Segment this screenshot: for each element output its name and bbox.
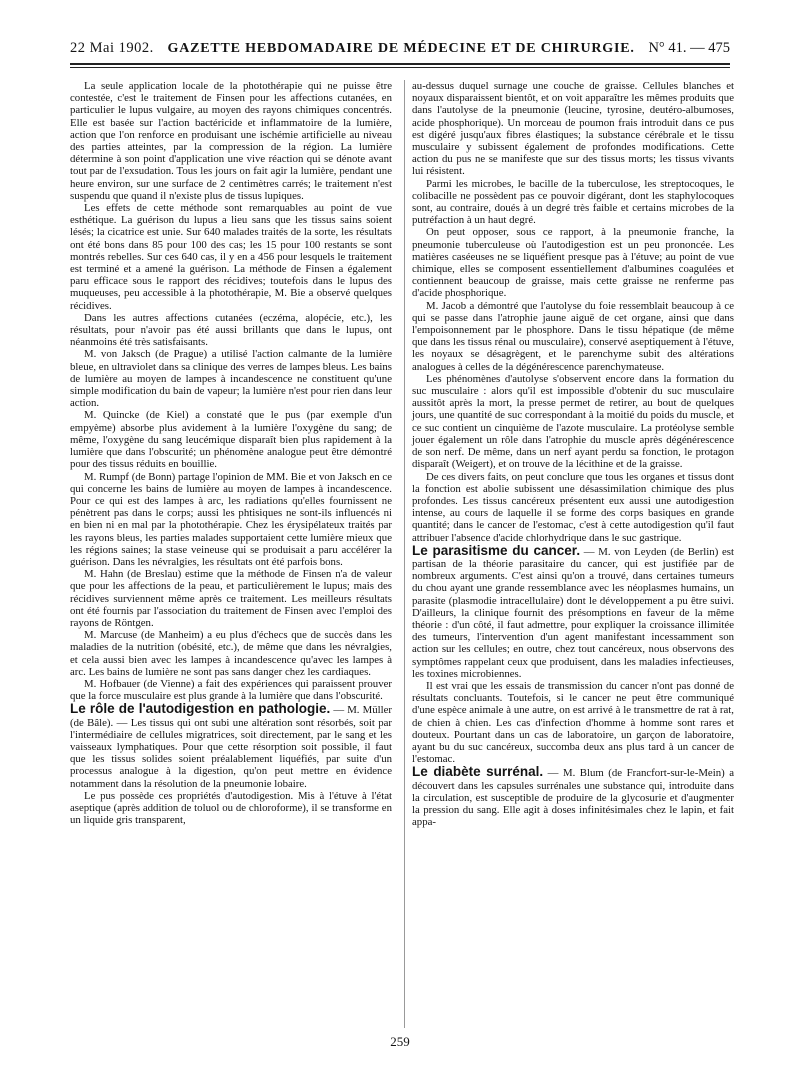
paragraph: On peut opposer, sous ce rapport, à la pneumonie franche, la pneumonie tuberculeuse où l'autodigestion est un peu prononcée. Les matières caséeuses ne se liquéfient presque pas à l'étuve; au point de vue chimique, elles se composent essentiellement d'albumines coagulées et contiennent beaucoup de graisse, mais cette graisse ne renferme pas d'acide phosphorique.	[412, 226, 734, 300]
section-body: — M. Müller (de Bâle). — Les tissus qui ont subi une altération sont résorbés, soit par l'intermédiaire de cellules migratrices, soit directement, par le sang et les vaisseaux lymphatiques. Pour que cette résorption soit possible, il faut que les tissus solides soient préalablement liquéfiés, par suite d'un processus analogue à la digestion, qu'on peut mettre en évidence notamment dans la résolution de la pneumonie lobaire.	[70, 704, 392, 790]
paragraph: Les effets de cette méthode sont remarquables au point de vue esthétique. La guérison du lupus a lieu sans que les tissus sains soient lésés; la cicatrice est unie. Sur 640 malades traités de la sorte, les résultats ont été bons dans 85 pour 100 des cas; les 15 pour 100 restants se sont montrés rebelles. Sur ces 640 cas, il y en a 456 pour lesquels le traitement est terminé et a amené la guérison. La méthode de Finsen a également paru efficace sous le rapport des récidives; toutefois dans le lupus des muqueuses, peu accessible à la photothérapie, M. Bie a observé quelques récidives.	[70, 202, 392, 312]
paragraph: Il est vrai que les essais de transmission du cancer n'ont pas donné de résultats concluants. Toutefois, si le cancer ne peut être communiqué d'une espèce animale à une autre, on est arrivé à le transmettre de rat à rat, de chien à chien. Les cas d'infection d'homme à homme sont rares et douteux. Pourtant dans un cas de laboratoire, un garçon de laboratoire, ayant bu du suc cancéreux, succomba deux ans plus tard à un cancer de l'estomac.	[412, 679, 734, 766]
paragraph: Parmi les microbes, le bacille de la tuberculose, les streptocoques, le colibacille ne possèdent pas ce pouvoir digérant, dont les staphylocoques sont, au contraire, doués à un degré très faible et certains microbes de la putréfaction à un haut degré.	[412, 177, 734, 227]
paragraph: M. Rumpf (de Bonn) partage l'opinion de MM. Bie et von Jaksch en ce qui concerne les bains de lumière au moyen de lampes à incandescence. Pour ce qui est des lampes à arc, les radiations qu'elles fournissent ne pénètrent pas dans le corps; aussi les phtisiques ne sont-ils influencés ni en bien ni en mal par la photothérapie. Chez les érysipélateux traités par les rayons bleus, les parties malades supportaient cette lumière mieux que les régions saines; la stase veineuse qui se produisait a paru accélérer la guérison. Dans les névralgies, les résultats ont été parfois bons.	[70, 470, 392, 568]
header-rule-thin	[70, 67, 730, 68]
page-folio: 259	[390, 1034, 410, 1049]
paragraph: M. Quincke (de Kiel) a constaté que le pus (par exemple d'un empyème) absorbe plus avidement à la lumière l'oxygène du sang; de même, l'oxygène du sang leucémique disparaît bien plus rapidement à la lumière que dans l'obscurité; un phénomène analogue peut être démontré pour des tissus réduits en bouillie.	[70, 409, 392, 471]
paragraph: Dans les autres affections cutanées (eczéma, alopécie, etc.), les résultats, pour n'avoir pas été aussi brillants que dans le lupus, ont néanmoins été très satisfaisants.	[70, 311, 392, 349]
section-heading: Le parasitisme du cancer.	[412, 542, 581, 558]
header-rule	[70, 63, 730, 65]
paragraph: De ces divers faits, on peut conclure que tous les organes et tissus dont la fonction est abolie subissent une désassimilation chimique des plus profondes. Les tissus cancéreux présentent eux aussi une autodigestion intense, au cours de laquelle il se forme des corps basiques en grande quantité; dans le cancer de l'estomac, c'est à cette autodigestion qu'il faut attribuer l'absence d'acide chlorhydrique dans le suc gastrique.	[412, 470, 734, 544]
section-body: — M. Blum (de Francfort-sur-le-Mein) a découvert dans les capsules surrénales une substance qui, introduite dans la circulation, est susceptible de produire de la glycosurie et d'augmenter la pression du sang. Elle agit à doses infinitésimales chez le lapin, et fait appa-	[412, 767, 735, 829]
section-heading: Le diabète surrénal.	[412, 764, 544, 780]
paragraph: M. Marcuse (de Manheim) a eu plus d'échecs que de succès dans les maladies de la nutrition (obésité, etc.), de même que dans les névralgies, et cela aussi bien avec les lampes à incandescence qu'avec les lampes à arc. Les bains de lumière ne sont pas sans danger chez les cardiaques.	[70, 629, 392, 678]
section-body: — M. von Leyden (de Berlin) est partisan de la théorie parasitaire du cancer, qui est justifiée par de nombreux arguments. C'est ainsi qu'on a trouvé, dans certaines tumeurs du chou ayant une grande ressemblance avec les néoplasmes humains, un parasite (plasmodie intracellulaire) dont le développement a pu être suivi. D'ailleurs, la clinique fournit des présomptions en faveur de la même théorie : d'un côté, il faut admettre, pour expliquer la croissance illimitée des tumeurs, l'intervention d'un agent manifestant incessamment son action sur les cellules; en outre, chez tout cancéreux, nous observons des symptômes rappelant ceux que produisent, dans les maladies infectieuses, les toxines microbiennes.	[412, 545, 734, 680]
paragraph: M. Jacob a démontré que l'autolyse du foie ressemblait beaucoup à ce qui se passe dans l'atrophie jaune aiguë de cet organe, ainsi que dans l'empoisonnement par le phosphore. Dans le tissu hépatique (de même que dans les tissus rénal ou musculaire), conservé aseptiquement à l'étuve, les noyaux se désagrègent, et le parenchyme subit des altérations analogues à celles de la dégénérescence parenchymateuse.	[412, 299, 734, 373]
right-column	[412, 80, 734, 828]
paragraph: M. von Jaksch (de Prague) a utilisé l'action calmante de la lumière bleue, en ultraviolet dans sa clinique des verres de lampes bleus. Les bains de lumière au moyen de lampes à incandescence ne constituent qu'une simple modification du bain de vapeur; la lumière n'est pour rien dans leur action.	[70, 348, 393, 410]
paragraph: La seule application locale de la photothérapie qui ne puisse être contestée, c'est le traitement de Finsen pour les affections cutanées, en particulier le lupus vulgaire, au moyen des rayons chimiques concentrés. Elle est basée sur l'action bactéricide et inflammatoire de la lumière, action que l'on renforce en produisant une ischémie artificielle au niveau des parties atteintes, par la compression de la région. La lumière détermine à son point d'application une vive réaction qui se dénote avant tout par de l'exsudation. Tous les jours on fait agir la lumière, pendant une heure environ, sur une surface de 2 centimètres carrés; le traitement n'est suspendu que quand il n'existe plus de tissus lupiques.	[70, 80, 392, 202]
running-header	[70, 40, 730, 60]
column-divider	[404, 80, 405, 1028]
paragraph: M. Hofbauer (de Vienne) a fait des expériences qui paraissent prouver que la force musculaire est plus grande à la lumière que dans l'obscurité.	[70, 677, 392, 703]
header-date: 22 Mai 1902.	[70, 40, 154, 56]
left-column	[70, 80, 392, 826]
issue-page-number: N° 41. — 475	[648, 40, 730, 56]
paragraph: Le pus possède ces propriétés d'autodigestion. Mis à l'étuve à l'état aseptique (après addition de toluol ou de chloroforme), il se transforme en un liquide gris transparent,	[70, 789, 392, 827]
paragraph: au-dessus duquel surnage une couche de graisse. Cellules blanches et noyaux disparaissent bientôt, et on voit apparaître les mêmes produits que dans l'autolyse de la pneumonie (leucine, tyrosine, deutéro-albumoses, acide phosphorique). Un morceau de poumon frais introduit dans ce pus est digéré jusqu'aux fibres élastiques; la substance cérébrale et le tissu musculaire y subissent également de profondes modifications. Cette action du pus ne se manifeste que sur des tissus morts; les tissus vivants lui résistent.	[412, 80, 734, 178]
journal-title: GAZETTE HEBDOMADAIRE DE MÉDECINE ET DE CHIRURGIE.	[167, 41, 635, 56]
paragraph: M. Hahn (de Breslau) estime que la méthode de Finsen n'a de valeur que pour les affections de la peau, et particulièrement le lupus; mais des récidives surviennent même après ce traitement. Les meilleurs résultats ont été fournis par l'association du traitement de Finsen avec l'emploi des rayons de Röntgen.	[70, 568, 392, 629]
section-heading: Le rôle de l'autodigestion en pathologie.	[70, 701, 331, 717]
paragraph: Les phénomènes d'autolyse s'observent encore dans la formation du suc musculaire : alors qu'il est impossible d'obtenir du suc musculaire aussitôt après la mort, la presse permet de retirer, au bout de quelques jours, une quantité de suc correspondant à la moitié du poids du muscle, et ce suc contient un cinquième de l'azote musculaire. La protéolyse semble jouer également un rôle dans l'atrophie du muscle après dégénérescence de son nerf. De même, dans un nerf ayant perdu sa fonction, le protagon disparaît (Weigert), et on trouve de la lécithine et de la graisse.	[412, 372, 734, 471]
